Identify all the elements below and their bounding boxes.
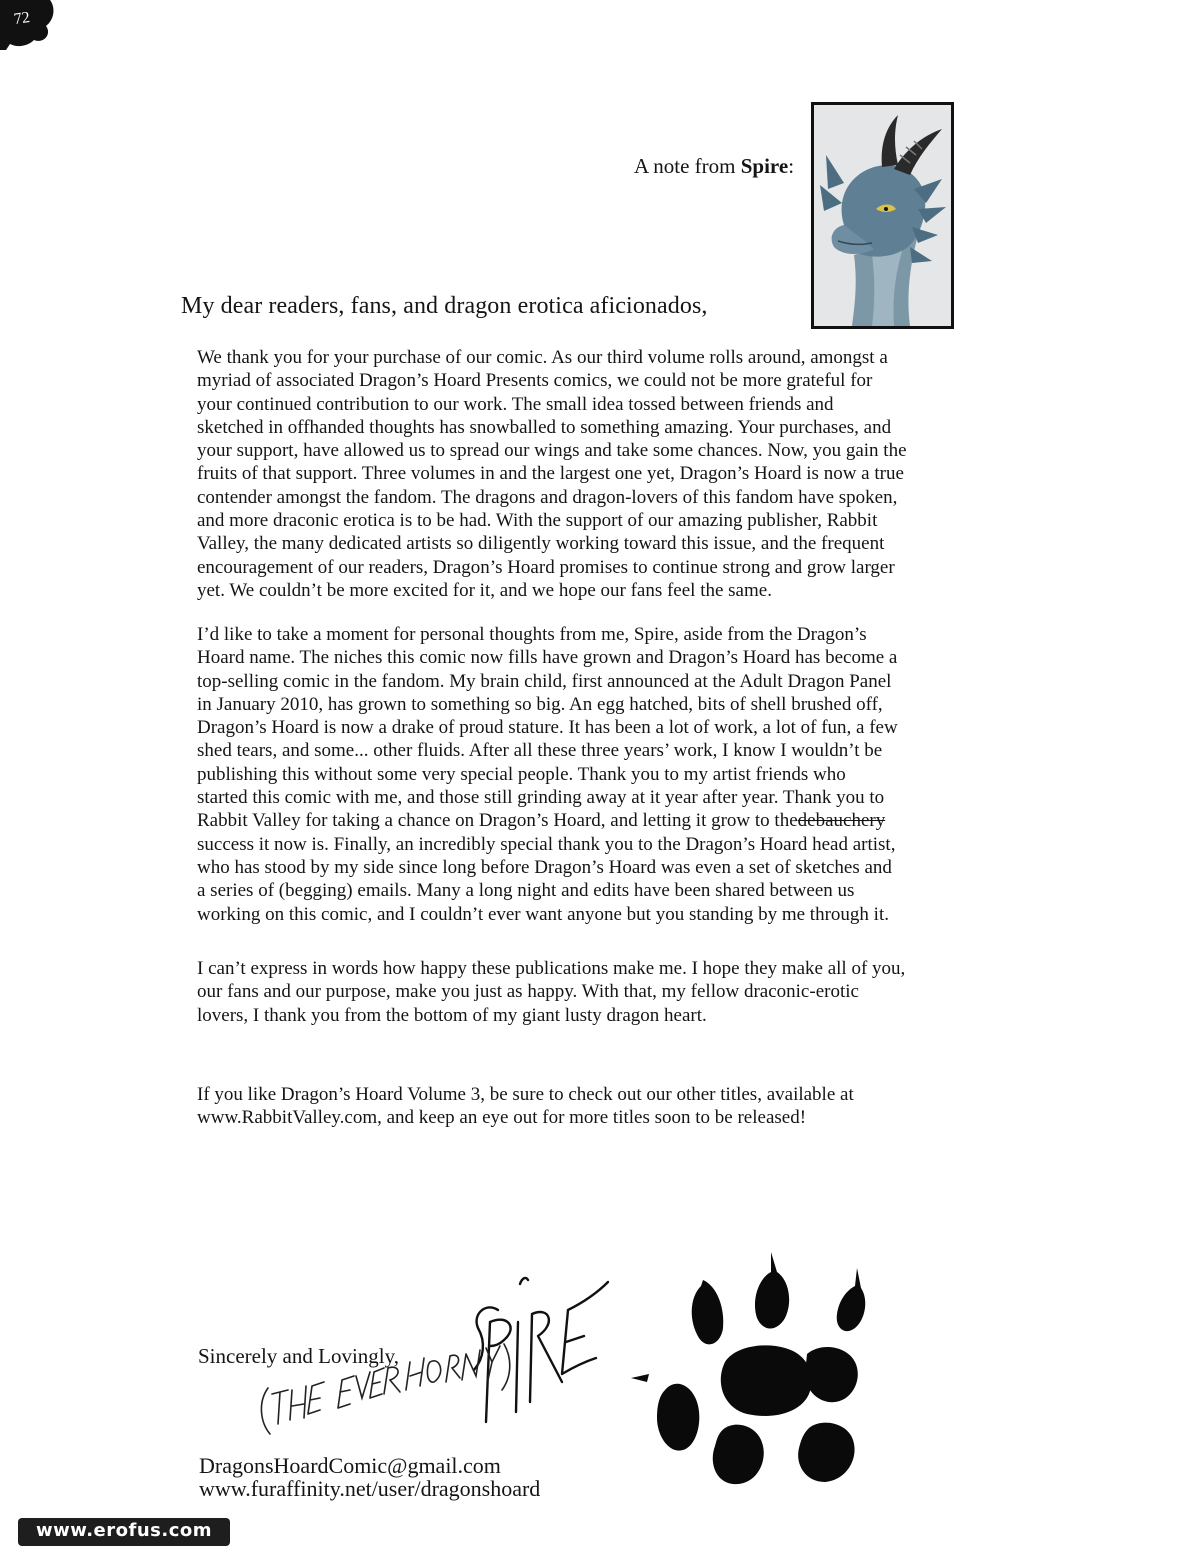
text-line: sketched in offhanded thoughts has snowballed to something amazing. Your purchases, and	[197, 416, 892, 438]
blue-dragon-portrait	[814, 105, 951, 326]
text-line: www.RabbitValley.com, and keep an eye out for more titles soon to be released!	[197, 1107, 807, 1129]
text-line: success it now is. Finally, an incredibly special thank you to the Dragon’s Hoard head artist,	[197, 833, 896, 855]
greeting: My dear readers, fans, and dragon erotica aficionados,	[181, 293, 708, 319]
text-line: fruits of that support. Three volumes in and the largest one yet, Dragon’s Hoard is now a true	[197, 463, 904, 485]
text-line: our fans and our purpose, make you just as happy. With that, my fellow draconic-erotic	[197, 981, 859, 1003]
author-name: Spire	[740, 154, 789, 178]
contact-url: www.furaffinity.net/user/dragonshoard	[199, 1476, 541, 1501]
note-heading-suffix: :	[788, 154, 795, 178]
text-line: a series of (begging) emails. Many a long night and edits have been shared between us	[197, 880, 855, 902]
author-portrait-frame	[811, 102, 954, 329]
text-line: encouragement of our readers, Dragon’s Hoard promises to continue strong and grow larger	[197, 556, 895, 578]
struck-word: debauchery	[797, 810, 886, 832]
letter-paragraph-3	[197, 957, 997, 1027]
text-line: your continued contribution to our work. The small idea tossed between friends and	[197, 393, 834, 415]
text-line: publishing this without some very special people. Thank you to my artist friends who	[197, 763, 846, 785]
text-line: lovers, I thank you from the bottom of my giant lusty dragon heart.	[197, 1004, 707, 1026]
text-line: shed tears, and some... other fluids. After all these three years’ work, I know I wouldn’t be	[197, 740, 883, 762]
watermark-text: www.erofus.com	[35, 1520, 212, 1541]
letter-paragraph-1	[197, 346, 997, 602]
text-line: started this comic with me, and those still grinding away at it year after year. Thank you to	[197, 787, 885, 809]
text-line-with-strikethrough	[197, 809, 997, 832]
handwritten-signature	[250, 1262, 620, 1457]
note-heading	[634, 154, 794, 179]
text-line: top-selling comic in the fandom. My brain child, first announced at the Adult Dragon Panel	[197, 670, 892, 692]
text-line: We thank you for your purchase of our comic. As our third volume rolls around, amongst a	[197, 347, 888, 368]
text-line: If you like Dragon’s Hoard Volume 3, be sure to check out our other titles, available at	[197, 1084, 854, 1105]
signature-drawing	[250, 1262, 620, 1457]
text-line: working on this comic, and I couldn’t ever want anyone but you standing by me through it.	[197, 903, 889, 925]
closing-line: Sincerely and Lovingly,	[198, 1344, 400, 1368]
text-line: I’d like to take a moment for personal thoughts from me, Spire, aside from the Dragon’s	[197, 624, 867, 645]
text-segment: Rabbit Valley for taking a chance on Dragon’s Hoard, and letting it grow to the	[197, 810, 798, 832]
letter-paragraph-2	[197, 623, 997, 926]
paw-print-drawing	[625, 1250, 875, 1490]
text-line: Dragon’s Hoard is now a drake of proud stature. It has been a lot of work, a lot of fun, a few	[197, 717, 898, 739]
text-line: Valley, the many dedicated artists so diligently working toward this issue, and the frequent	[197, 533, 885, 555]
text-line: myriad of associated Dragon’s Hoard Presents comics, we could not be more grateful for	[197, 370, 873, 392]
letter-paragraph-4	[197, 1083, 997, 1130]
page-number: 72	[12, 8, 32, 29]
paw-print-icon	[625, 1250, 875, 1490]
text-line: I can’t express in words how happy these publications make me. I hope they make all of you,	[197, 958, 906, 979]
text-line: who has stood by my side since long before Dragon’s Hoard was even a set of sketches and	[197, 856, 892, 878]
note-heading-prefix: A note from	[634, 154, 741, 178]
contact-email: DragonsHoardComic@gmail.com	[199, 1453, 501, 1478]
text-line: contender amongst the fandom. The dragons and dragon-lovers of this fandom have spoken,	[197, 486, 898, 508]
text-line: Hoard name. The niches this comic now fills have grown and Dragon’s Hoard has become a	[197, 647, 898, 669]
text-line: yet. We couldn’t be more excited for it, and we hope our fans feel the same.	[197, 579, 772, 601]
text-line: and more draconic erotica is to be had. With the support of our amazing publisher, Rabbit	[197, 510, 878, 532]
watermark-banner	[18, 1518, 230, 1546]
text-line: your support, have allowed us to spread our wings and take some chances. Now, you gain the	[197, 440, 907, 462]
text-line: in January 2010, has grown to something so big. An egg hatched, bits of shell brushed off,	[197, 693, 883, 715]
